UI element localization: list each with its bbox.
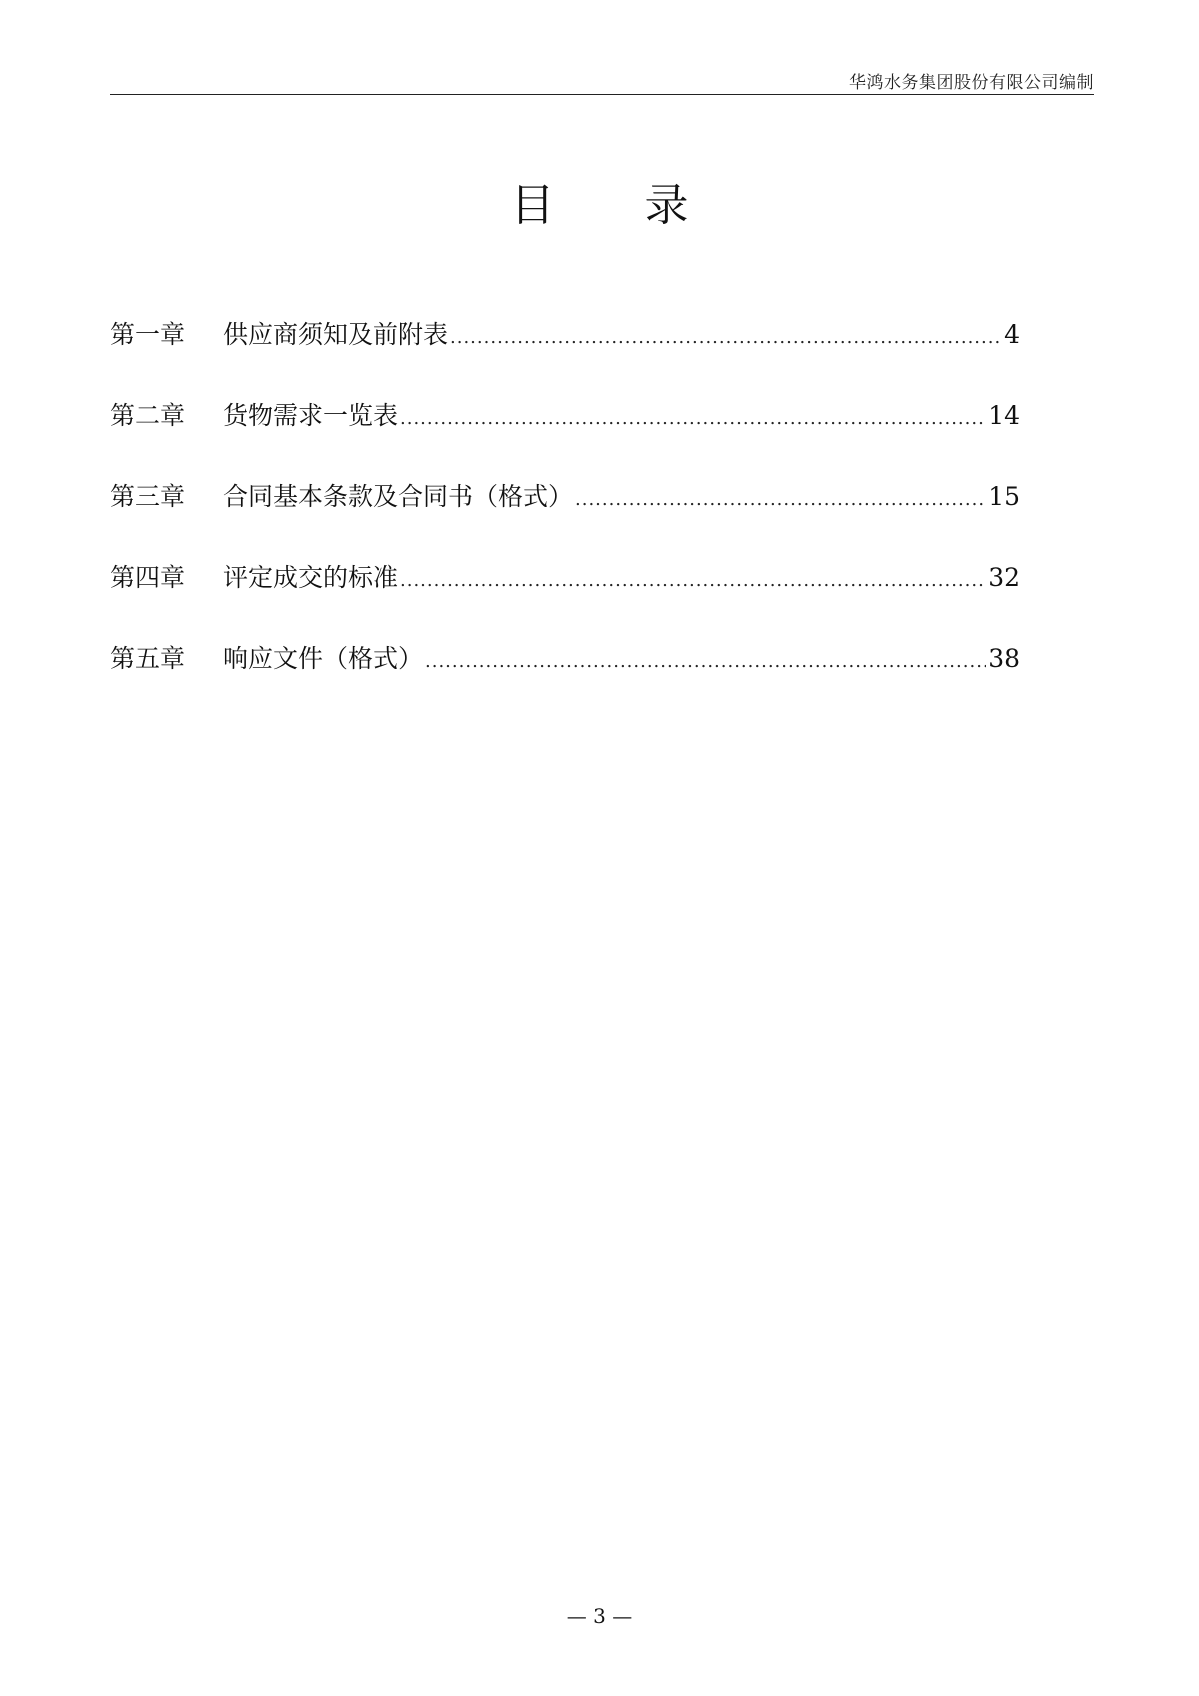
page-number: — 3 — [566, 1604, 633, 1628]
toc-entry-label: 响应文件（格式） [223, 644, 424, 673]
toc-entry-chapter: 第五章 [110, 644, 186, 673]
toc-entry-chapter: 第四章 [110, 563, 186, 592]
toc-dot-leader [450, 321, 1002, 355]
header-org-text: 华鸿水务集团股份有限公司编制 [849, 73, 1094, 93]
toc-entry-chapter-1[interactable] [110, 318, 1020, 399]
toc-title-char-1: 目 [510, 180, 555, 232]
toc-entry-chapter-5[interactable] [110, 642, 1020, 723]
toc-entry-label: 评定成交的标准 [223, 563, 399, 592]
toc-dot-leader [400, 402, 986, 436]
toc-entry-page: 15 [988, 482, 1020, 511]
toc-entry-label: 供应商须知及前附表 [223, 320, 449, 349]
toc-title-char-2: 录 [644, 180, 689, 232]
toc-dot-leader [575, 483, 986, 517]
toc-entry-page: 38 [988, 644, 1020, 673]
toc-entry-chapter: 第一章 [110, 320, 186, 349]
toc-entry-label: 合同基本条款及合同书（格式） [223, 482, 574, 511]
toc-entry-chapter-2[interactable] [110, 399, 1020, 480]
toc-entry-page: 4 [1004, 320, 1020, 349]
toc-entry-page: 14 [988, 401, 1020, 430]
toc-entry-chapter-4[interactable] [110, 561, 1020, 642]
toc-title [0, 180, 1199, 232]
toc-entry-chapter: 第三章 [110, 482, 186, 511]
header-rule [110, 94, 1094, 95]
toc-entry-chapter-3[interactable] [110, 480, 1020, 561]
toc-entry-chapter: 第二章 [110, 401, 186, 430]
toc-dot-leader [400, 564, 986, 598]
toc-entry-page: 32 [988, 563, 1020, 592]
toc-dot-leader [425, 645, 986, 679]
toc-list [110, 318, 1020, 723]
toc-entry-label: 货物需求一览表 [223, 401, 399, 430]
